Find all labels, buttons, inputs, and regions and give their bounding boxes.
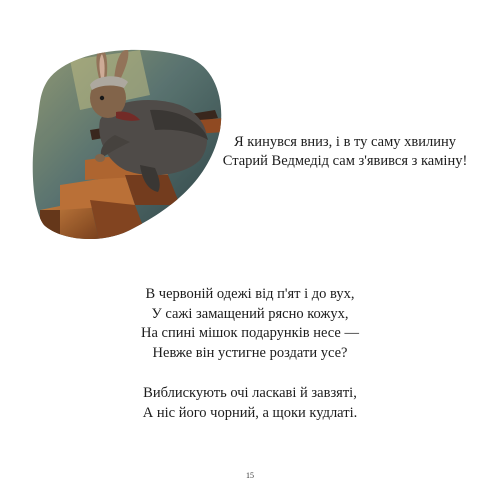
stanza-1 — [80, 285, 420, 363]
illustration-svg — [30, 40, 225, 245]
poem-line: Старий Ведмедід сам з'явився з каміну! — [222, 153, 468, 169]
illustration-rabbit-on-stairs — [30, 40, 225, 245]
poem-line: В червоній одежі від п'ят і до вух, — [145, 286, 355, 302]
stanza-2 — [80, 384, 420, 423]
poem-line: Невже він устигне роздати усе? — [152, 344, 348, 361]
poem-line: Я кинувся вниз, і в ту саму хвилину — [233, 134, 457, 150]
intro-couplet — [210, 133, 480, 171]
poem-line: У сажі замащений рясно кожух, — [151, 305, 349, 322]
poem-line: На спині мішок подарунків несе — — [141, 325, 359, 341]
poem-line: А ніс його чорний, а щоки кудлаті. — [142, 404, 358, 421]
page-number: 15 — [246, 471, 254, 480]
poem-line: Виблискують очі ласкаві й завзяті, — [143, 385, 357, 401]
